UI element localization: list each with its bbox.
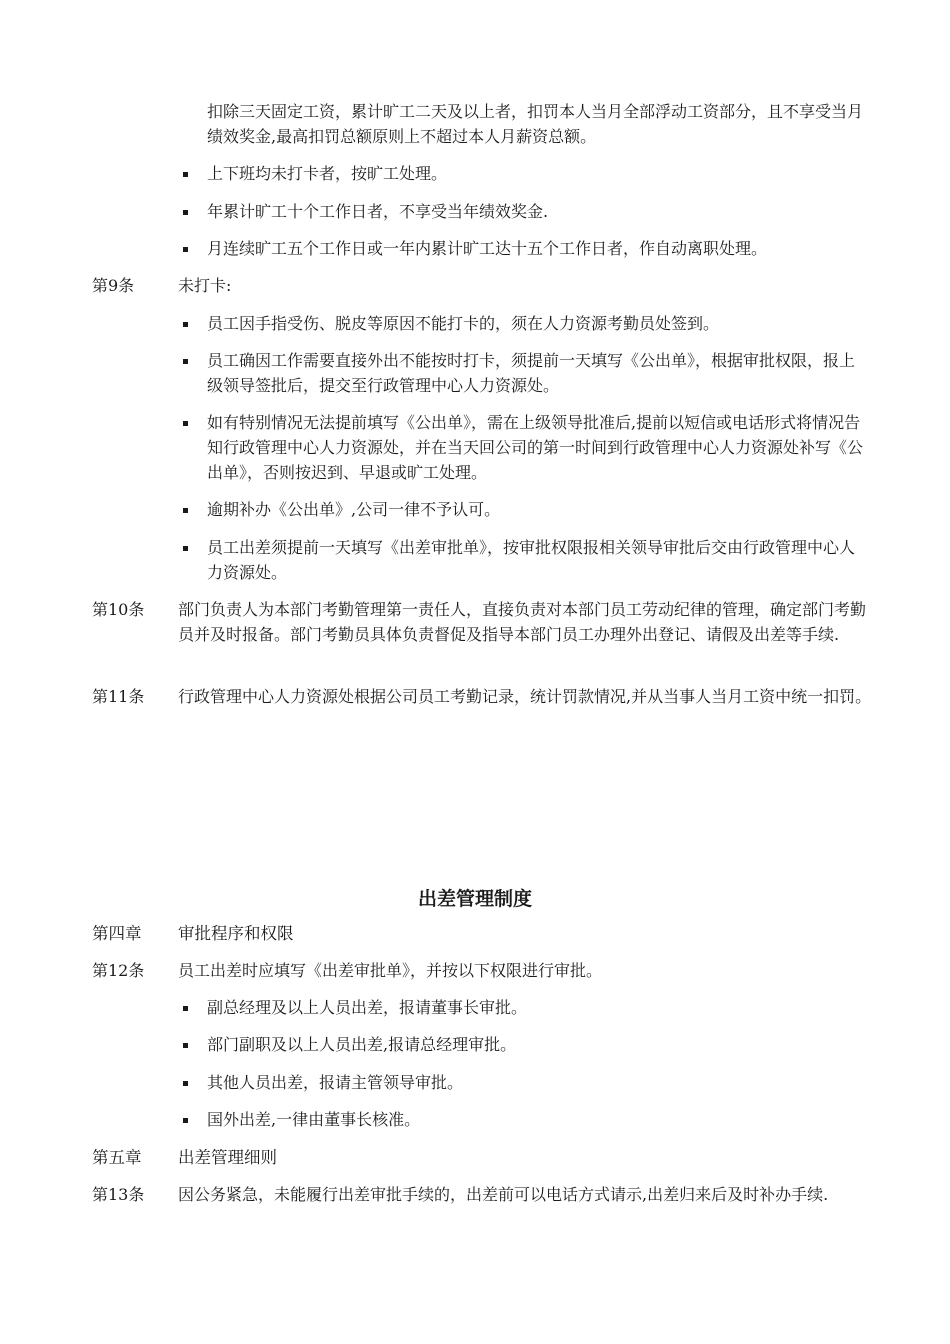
chapter-title: 出差管理细则	[178, 1148, 277, 1167]
list-item-text: 国外出差,一律由董事长核准。	[207, 1110, 421, 1129]
list-item-text: 逾期补办《公出单》,公司一律不予认可。	[207, 500, 501, 519]
article-10	[92, 597, 875, 647]
section-title: 出差管理制度	[417, 888, 532, 910]
list-item	[183, 236, 875, 261]
article-number: 第12条	[92, 961, 145, 980]
list-item	[183, 497, 875, 522]
article-number: 第9条	[92, 276, 135, 295]
bullet-marker	[183, 1043, 188, 1048]
list-item-text: 员工确因工作需要直接外出不能按时打卡，须提前一天填写《公出单》，根据审批权限，报上级领导签批后，提交至行政管理中心人力资源处。	[207, 351, 856, 395]
article-13	[92, 1182, 875, 1207]
list-item-text: 部门副职及以上人员出差,报请总经理审批。	[207, 1035, 517, 1054]
bullet-marker	[183, 546, 188, 551]
article-text: 行政管理中心人力资源处根据公司员工考勤记录，统计罚款情况,并从当事人当月工资中统一扣罚。	[178, 687, 872, 706]
list-item-text: 如有特别情况无法提前填写《公出单》，需在上级领导批准后,提前以短信或电话形式将情况告知行政管理中心人力资源处，并在当天回公司的第一时间到行政管理中心人力资源处补写《公出单》，否则按迟到、早退或旷工处理。	[207, 413, 864, 482]
bullet-marker	[183, 421, 188, 426]
list-item	[183, 1107, 875, 1132]
list-item-text: 其他人员出差，报请主管领导审批。	[207, 1073, 464, 1092]
list-item	[183, 410, 863, 485]
bullet-marker	[183, 508, 188, 513]
article-number: 第13条	[92, 1185, 145, 1204]
article-11	[92, 684, 875, 709]
list-item-text: 副总经理及以上人员出差，报请董事长审批。	[207, 998, 528, 1017]
article-number: 第11条	[92, 687, 145, 706]
article-text: 员工出差时应填写《出差审批单》，并按以下权限进行审批。	[178, 961, 603, 980]
list-item-text: 年累计旷工十个工作日者，不享受当年绩效奖金.	[207, 202, 549, 221]
chapter-5-heading	[92, 1145, 875, 1170]
list-item-text: 员工出差须提前一天填写《出差审批单》，按审批权限报相关领导审批后交由行政管理中心人力资源处。	[207, 538, 856, 582]
list-item	[183, 311, 875, 336]
list-item	[183, 995, 875, 1020]
continuation-paragraph: 扣除三天固定工资，累计旷工二天及以上者，扣罚本人当月全部浮动工资部分，且不享受当月绩效奖金,最高扣罚总额原则上不超过本人月薪资总额。	[207, 102, 864, 146]
bullet-marker	[183, 210, 188, 215]
bullet-marker	[183, 1006, 188, 1011]
bullet-marker	[183, 359, 188, 364]
list-item-text: 月连续旷工五个工作日或一年内累计旷工达十五个工作日者，作自动离职处理。	[207, 239, 768, 258]
article-text: 部门负责人为本部门考勤管理第一责任人，直接负责对本部门员工劳动纪律的管理，确定部门考勤员并及时报备。部门考勤员具体负责督促及指导本部门员工办理外出登记、请假及出差等手续.	[178, 600, 867, 644]
bullet-marker	[183, 172, 188, 177]
chapter-title: 审批程序和权限	[178, 924, 294, 943]
article-number: 第10条	[92, 600, 145, 619]
chapter-4-heading	[92, 921, 875, 946]
list-item	[183, 161, 875, 186]
list-item	[183, 348, 863, 398]
list-item	[183, 1032, 875, 1057]
list-item-text: 员工因手指受伤、脱皮等原因不能打卡的，须在人力资源考勤员处签到。	[207, 314, 720, 333]
bullet-marker	[183, 1118, 188, 1123]
chapter-number: 第四章	[92, 924, 142, 943]
list-item-text: 上下班均未打卡者，按旷工处理。	[207, 164, 448, 183]
list-item	[183, 535, 863, 585]
bullet-marker	[183, 247, 188, 252]
article-text: 未打卡:	[178, 276, 232, 295]
list-item	[183, 1070, 875, 1095]
chapter-number: 第五章	[92, 1148, 142, 1167]
article-text: 因公务紧急，未能履行出差审批手续的，出差前可以电话方式请示,出差归来后及时补办手续.	[178, 1185, 829, 1204]
bullet-marker	[183, 1081, 188, 1086]
article-9	[92, 273, 875, 298]
bullet-marker	[183, 322, 188, 327]
article-12	[92, 958, 875, 983]
list-item	[183, 199, 875, 224]
